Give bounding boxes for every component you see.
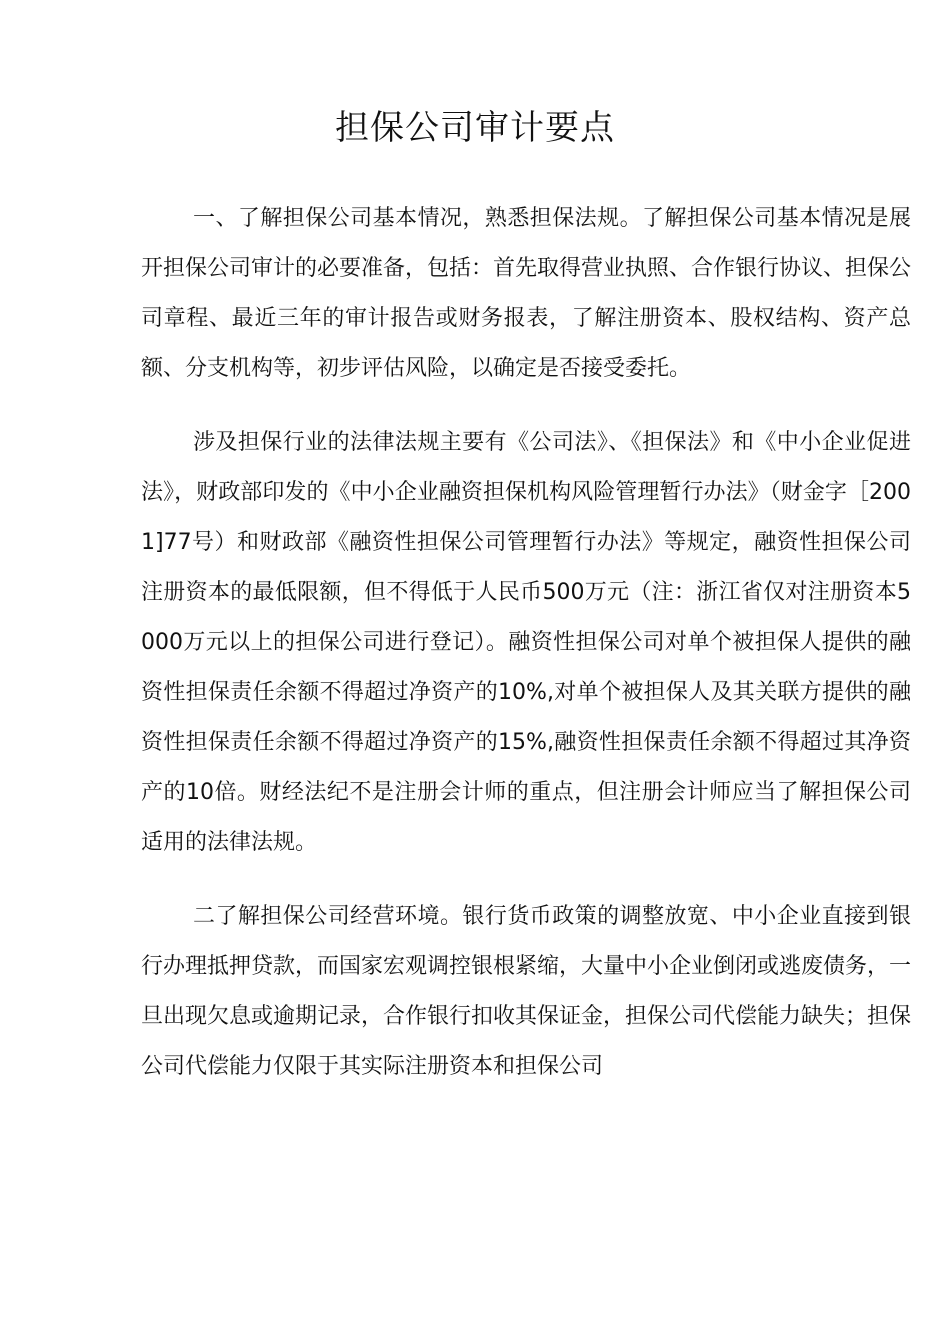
paragraph-laws-regulations: 涉及担保行业的法律法规主要有《公司法》、《担保法》和《中小企业促进法》，财政部印发的《中小企业融资担保机构风险管理暂行办法》（财金字［2001]77号）和财政部《融资性担保公司管理暂行办法》等规定，融资性担保公司注册资本的最低限额，但不得低于人民币500万元（注：浙江省仅对注册资本5000万元以上的担保公司进行登记）。融资性担保公司对单个被担保人提供的融资性担保责任余额不得超过净资产的10%,对单个被担保人及其关联方提供的融资性担保责任余额不得超过净资产的15%,融资性担保责任余额不得超过其净资产的10倍。财经法纪不是注册会计师的重点，但注册会计师应当了解担保公司适用的法律法规。 (141, 430, 911, 855)
paragraph-business-environment: 二了解担保公司经营环境。银行货币政策的调整放宽、中小企业直接到银行办理抵押贷款，而国家宏观调控银根紧缩，大量中小企业倒闭或逃废债务，一旦出现欠息或逾期记录，合作银行扣收其保证金，担保公司代偿能力缺失；担保公司代偿能力仅限于其实际注册资本和担保公司 (141, 904, 912, 1079)
paragraph-basic-info: 一、了解担保公司基本情况，熟悉担保法规。了解担保公司基本情况是展开担保公司审计的必要准备，包括：首先取得营业执照、合作银行协议、担保公司章程、最近三年的审计报告或财务报表，了解注册资本、股权结构、资产总额、分支机构等，初步评估风险，以确定是否接受委托。 (141, 206, 912, 381)
document-body (141, 194, 911, 1116)
document-title: 担保公司审计要点 (335, 108, 615, 148)
